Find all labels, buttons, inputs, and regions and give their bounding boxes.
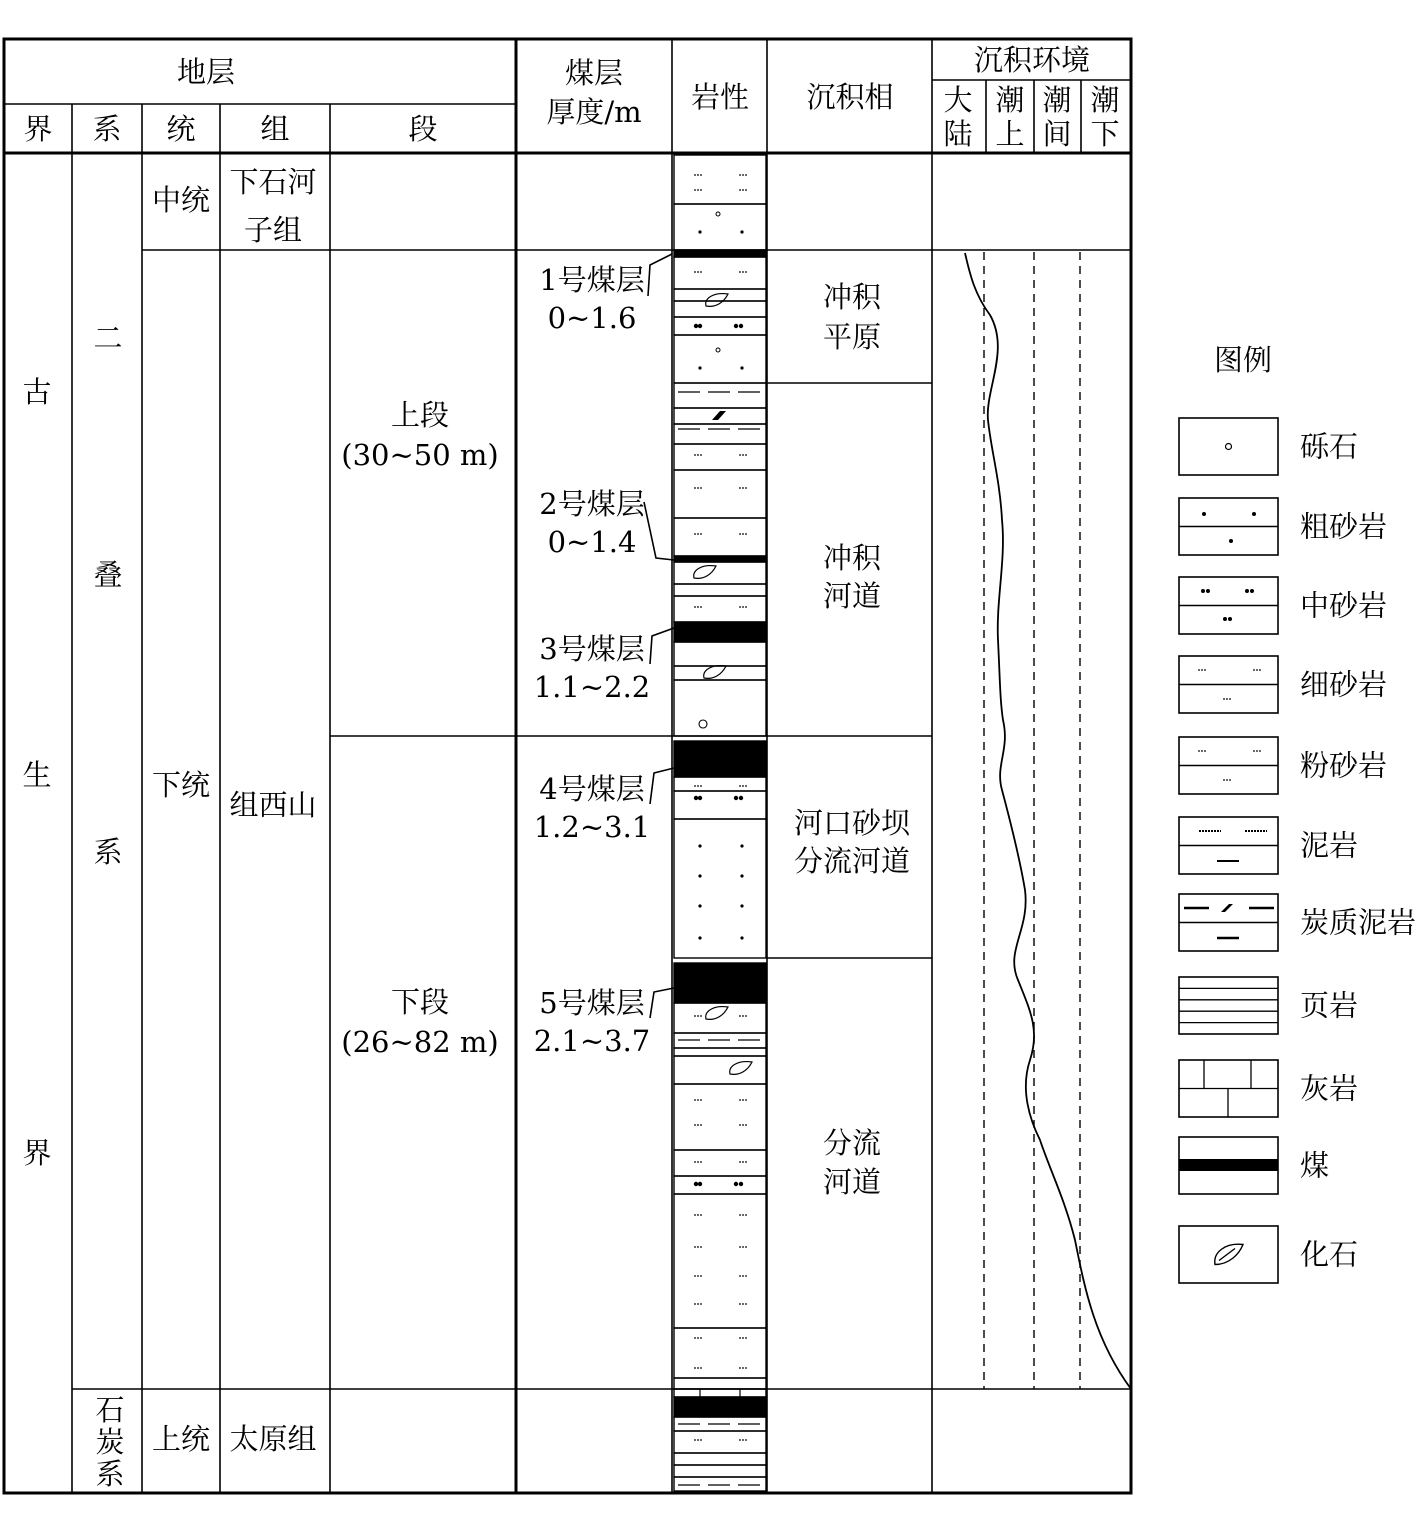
limestone-icon (1179, 1060, 1278, 1117)
litho-limestone-layer (674, 1389, 766, 1397)
lithology-column (674, 155, 766, 1491)
header-env-subtidal-2: 下 (1090, 117, 1120, 151)
legend (1179, 418, 1416, 1283)
facies-distributary-channel-1: 分流 (822, 1126, 882, 1160)
facies-mouth-bar-1: 河口砂坝 (793, 806, 911, 840)
lower-member-label: 下段 (390, 985, 450, 1019)
lower-series-label: 下统 (151, 768, 211, 802)
litho-coal-1 (674, 250, 766, 257)
litho-shale-layer-5 (674, 1453, 766, 1465)
facies-alluvial-plain-2: 平原 (822, 320, 882, 354)
carbonaceous-mudstone-icon (1179, 894, 1278, 951)
medium-sandstone-icon (1179, 577, 1278, 634)
coal-seam-4-name: 4号煤层 (539, 772, 645, 806)
header-system: 系 (92, 112, 122, 146)
gravel-icon (1179, 418, 1278, 475)
header-facies: 沉积相 (806, 80, 894, 114)
header-environment: 沉积环境 (973, 43, 1091, 77)
erathem-char-2: 生 (22, 758, 52, 792)
litho-silt-layer (674, 444, 766, 470)
environment-curve-area (965, 252, 1131, 1389)
litho-silt-layer-3 (674, 1431, 766, 1453)
xiashihezi-line-2: 子组 (243, 213, 303, 247)
litho-coal-3 (674, 622, 766, 642)
header-env-supratidal-2: 上 (995, 117, 1025, 151)
litho-fine-sand-layer-2 (674, 470, 766, 518)
litho-shale-layer-2 (674, 424, 766, 444)
litho-shale-layer-4 (674, 1048, 766, 1056)
upper-member-range: (30~50 m) (341, 438, 499, 472)
siltstone-icon (1179, 737, 1278, 794)
litho-shale-layer-6 (674, 1465, 766, 1477)
carboniferous-char-2: 炭 (95, 1425, 125, 1459)
coal-seam-leader-lines (644, 254, 674, 1018)
header-env-continent-2: 陆 (943, 117, 973, 151)
shanxi-formation-label: 组西山 (229, 788, 317, 822)
fine-sandstone-icon (1179, 656, 1278, 713)
legend-label-medium-sandstone: 中砂岩 (1300, 588, 1388, 623)
coarse-sandstone-icon (1179, 498, 1278, 555)
erathem-char-1: 古 (22, 375, 52, 409)
lower-member-range: (26~82 m) (341, 1025, 499, 1059)
table-grid (4, 39, 1131, 1493)
litho-fossil-layer-4 (674, 1056, 766, 1084)
litho-siltstone-layer-3 (674, 1194, 766, 1328)
header-env-intertidal-2: 间 (1042, 117, 1072, 151)
header-lithology: 岩性 (690, 80, 750, 114)
litho-fossil-mud-layer (674, 289, 766, 301)
xiashihezi-line-1: 下石河 (229, 165, 317, 199)
legend-label-carbonaceous-mudstone: 炭质泥岩 (1300, 905, 1417, 940)
header-thickness: 厚度/m (546, 95, 642, 129)
litho-gravel-layer-2 (674, 335, 766, 383)
header-env-continent-1: 大 (943, 83, 973, 117)
header-erathem: 界 (23, 112, 53, 146)
erathem-char-3: 界 (22, 1136, 52, 1170)
legend-label-gravel: 砾石 (1300, 429, 1359, 464)
coal-seam-4-thickness: 1.2~3.1 (533, 810, 651, 844)
coal-seam-5-thickness: 2.1~3.7 (533, 1024, 651, 1058)
legend-label-fossil: 化石 (1300, 1237, 1359, 1272)
legend-label-siltstone: 粉砂岩 (1300, 748, 1388, 783)
carboniferous-char-3: 系 (95, 1457, 125, 1491)
legend-title: 图例 (1213, 343, 1273, 377)
litho-fine-sand-layer (674, 257, 766, 289)
litho-coal-4 (674, 741, 766, 777)
header-member: 段 (408, 112, 438, 146)
taiyuan-formation-label: 太原组 (229, 1422, 317, 1456)
coal-seam-3-thickness: 1.1~2.2 (533, 670, 651, 704)
litho-coal-2 (674, 556, 766, 562)
litho-siltstone-layer (674, 155, 766, 204)
facies-alluvial-channel-2: 河道 (822, 579, 882, 613)
coal-seam-5-name: 5号煤层 (539, 986, 645, 1020)
litho-fine-sand-layer-5 (674, 642, 766, 666)
legend-label-coal: 煤 (1300, 1148, 1330, 1183)
environment-curve (965, 253, 1131, 1389)
litho-coal-6 (674, 1397, 766, 1417)
litho-coal-5 (674, 963, 766, 1003)
coal-seam-1-name: 1号煤层 (539, 263, 645, 297)
shale-icon (1179, 977, 1278, 1034)
coal-seam-2-name: 2号煤层 (539, 487, 645, 521)
coal-seam-2-thickness: 0~1.4 (547, 525, 637, 559)
facies-mouth-bar-2: 分流河道 (793, 844, 911, 878)
facies-alluvial-plain-1: 冲积 (822, 280, 882, 314)
middle-series-label: 中统 (151, 183, 211, 217)
header-env-supratidal-1: 潮 (995, 83, 1025, 117)
litho-fine-sand-layer-6 (674, 1150, 766, 1176)
header-env-intertidal-1: 潮 (1042, 83, 1072, 117)
facies-alluvial-channel-1: 冲积 (822, 541, 882, 575)
litho-mudstone-layer-3 (674, 1378, 766, 1389)
litho-siltstone-layer-2 (674, 1084, 766, 1150)
litho-silt-layer-2 (674, 777, 766, 791)
legend-label-coarse-sandstone: 粗砂岩 (1300, 509, 1388, 544)
header-formation: 组 (260, 112, 290, 146)
legend-label-fine-sandstone: 细砂岩 (1300, 667, 1388, 702)
litho-gravel-layer-3 (674, 680, 766, 736)
upper-member-label: 上段 (390, 398, 450, 432)
header-coal-seam: 煤层 (564, 56, 624, 90)
coal-icon (1179, 1137, 1278, 1194)
legend-label-limestone: 灰岩 (1300, 1071, 1359, 1106)
legend-label-shale: 页岩 (1300, 988, 1359, 1023)
header-series: 统 (166, 112, 196, 146)
fossil-icon (1179, 1226, 1278, 1283)
litho-fossil-layer (674, 562, 766, 584)
permian-char-3: 系 (93, 835, 123, 869)
litho-fine-sand-layer-3 (674, 518, 766, 556)
mudstone-icon (1179, 817, 1278, 874)
litho-fossil-layer-3 (674, 1003, 766, 1033)
litho-shale-layer-3 (674, 584, 766, 596)
litho-coarse-sand-layer (674, 819, 766, 958)
litho-gravel-layer (674, 204, 766, 250)
legend-label-mudstone: 泥岩 (1300, 828, 1359, 863)
litho-fine-sand-layer-4 (674, 596, 766, 622)
permian-char-1: 二 (93, 321, 123, 355)
facies-distributary-channel-2: 河道 (822, 1165, 882, 1199)
litho-medium-sand-layer-3 (674, 1176, 766, 1194)
litho-siltstone-layer-4 (674, 1328, 766, 1378)
litho-medium-sand-layer (674, 317, 766, 335)
header-env-subtidal-1: 潮 (1090, 83, 1120, 117)
upper-series-label: 上统 (151, 1422, 211, 1456)
permian-char-2: 叠 (93, 558, 123, 592)
litho-medium-sand-layer-2 (674, 791, 766, 819)
carboniferous-char-1: 石 (95, 1393, 125, 1427)
coal-seam-3-name: 3号煤层 (539, 632, 645, 666)
coal-seam-1-thickness: 0~1.6 (547, 301, 637, 335)
header-stratum: 地层 (176, 55, 236, 89)
litho-mudstone-layer (674, 383, 766, 408)
litho-mudstone-layer-5 (674, 1477, 766, 1491)
